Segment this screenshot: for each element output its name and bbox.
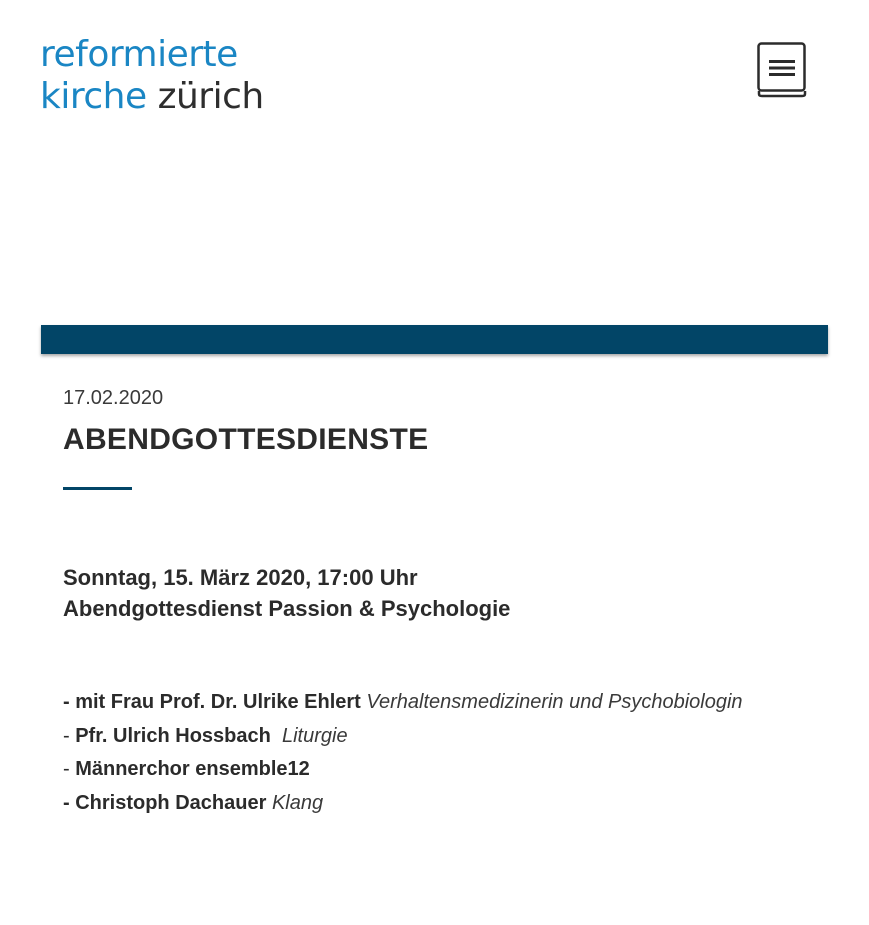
participant-role: Verhaltensmedizinerin und Psychobiologin bbox=[366, 691, 743, 713]
event-name: Abendgottesdienst Passion & Psychologie bbox=[63, 596, 511, 621]
participant-prefix: - bbox=[63, 724, 76, 747]
article-date: 17.02.2020 bbox=[63, 387, 164, 409]
logo-text-kirche: kirche bbox=[40, 76, 147, 117]
participant-name: Pfr. Ulrich Hossbach bbox=[75, 724, 271, 747]
participant-role: Klang bbox=[271, 791, 324, 814]
logo-line-2 bbox=[40, 76, 264, 118]
event-datetime: Sonntag, 15. März 2020, 17:00 Uhr bbox=[63, 565, 418, 590]
participant-role: Liturgie bbox=[281, 724, 348, 747]
logo-line-1 bbox=[40, 34, 264, 76]
hamburger-menu-icon bbox=[757, 42, 807, 98]
participant-item bbox=[63, 787, 783, 821]
participant-item bbox=[63, 753, 783, 787]
participant-name: mit Frau Prof. Dr. Ulrike Ehlert bbox=[75, 691, 361, 713]
participant-name: Männerchor ensemble12 bbox=[75, 758, 310, 780]
menu-button[interactable] bbox=[757, 42, 807, 98]
participant-item bbox=[63, 686, 783, 720]
header-banner bbox=[41, 325, 828, 354]
article-title: ABENDGOTTESDIENSTE bbox=[63, 423, 429, 456]
article-content bbox=[63, 383, 783, 820]
logo-text-reformierte: reformierte bbox=[40, 34, 238, 75]
participant-name: Christoph Dachauer bbox=[75, 791, 267, 814]
participant-item bbox=[63, 720, 783, 754]
participant-list bbox=[63, 686, 783, 820]
logo-text-zurich: zürich bbox=[157, 76, 264, 117]
participant-prefix: - bbox=[63, 791, 76, 814]
event-heading bbox=[63, 562, 783, 624]
participant-prefix: - bbox=[63, 758, 76, 780]
site-logo[interactable] bbox=[40, 34, 264, 118]
participant-prefix: - bbox=[63, 691, 76, 713]
title-underline bbox=[63, 487, 132, 490]
